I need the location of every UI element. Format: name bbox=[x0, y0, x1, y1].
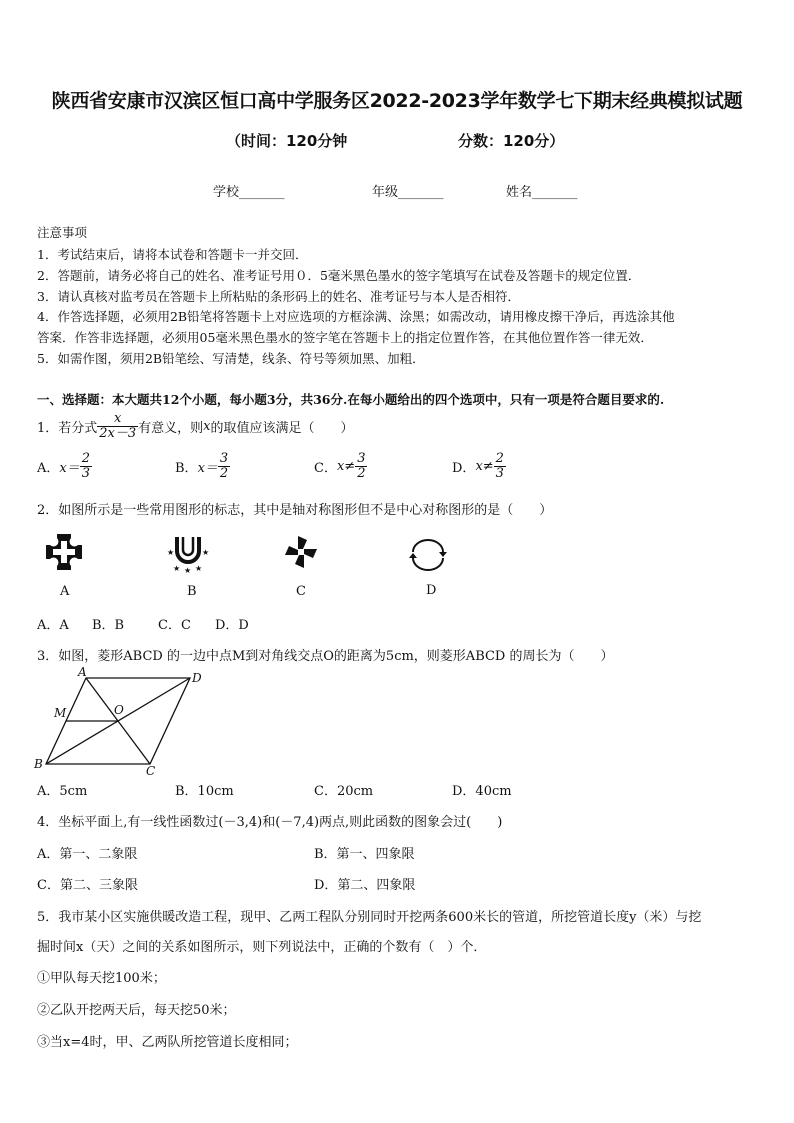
q1-option-d[interactable]: D． x≠ $\frac{2}{3}$ bbox=[452, 451, 504, 481]
q1-fraction: $\frac{x}{2x-3}$ bbox=[99, 411, 137, 441]
notice-item: 答案．作答非选择题，必须用05毫米黑色墨水的签字笔在答题卡上的指定位置作答，在其他位置作答一律无效． bbox=[37, 330, 653, 345]
notice-item: 3．请认真核对监考员在答题卡上所粘贴的条形码上的姓名、准考证号与本人是否相符． bbox=[37, 289, 520, 304]
q3-option-b[interactable]: B．10cm bbox=[175, 784, 234, 799]
name-field[interactable]: 姓名_______ bbox=[506, 185, 578, 200]
q5-statement-1: ①甲队每天挖100米； bbox=[37, 971, 166, 986]
school-field[interactable]: 学校_______ bbox=[213, 185, 285, 200]
q1-pre: 1．若分式 bbox=[37, 420, 98, 436]
logo-b-u-stars-icon bbox=[164, 533, 212, 575]
svg-text:★: ★ bbox=[184, 566, 192, 575]
question-5-line-2: 掘时间x（天）之间的关系如图所示，则下列说法中，正确的个数有（ ）个． bbox=[37, 940, 487, 955]
q2-option-b[interactable]: B．B bbox=[92, 618, 125, 633]
q4-option-a[interactable]: A．第一、二象限 bbox=[37, 847, 138, 862]
notice-item: 5．如需作图，须用2B铅笔绘、写清楚，线条、符号等须加黑、加粗． bbox=[37, 351, 425, 366]
q2-fig-label-a: A bbox=[60, 584, 70, 599]
q1-option-a[interactable]: A． x＝ $\frac{2}{3}$ bbox=[37, 451, 91, 481]
q1-post2: 的取值应该满足（ ） bbox=[210, 420, 354, 436]
svg-text:★: ★ bbox=[167, 548, 175, 557]
vertex-label-a: A bbox=[78, 665, 87, 679]
q1-var: x bbox=[203, 418, 211, 434]
q2-fig-label-c: C bbox=[296, 584, 306, 599]
q2-fig-label-d: D bbox=[426, 583, 437, 598]
question-1-stem bbox=[37, 412, 354, 440]
point-label-o: O bbox=[114, 703, 124, 717]
q5-statement-2: ②乙队开挖两天后，每天挖50米； bbox=[37, 1003, 236, 1018]
section-heading: 一、选择题：本大题共12个小题，每小题3分，共36分.在每小题给出的四个选项中，只有一项是符合题目要求的. bbox=[37, 392, 665, 407]
logo-a-cross-icon bbox=[45, 533, 83, 571]
svg-text:★: ★ bbox=[195, 564, 203, 573]
q3-option-a[interactable]: A．5cm bbox=[37, 784, 88, 799]
question-4-stem: 4．坐标平面上,有一线性函数过(－3,4)和(－7,4)两点,则此函数的图象会过( ) bbox=[37, 815, 503, 830]
svg-text:★: ★ bbox=[202, 548, 210, 557]
q4-option-b[interactable]: B．第一、四象限 bbox=[314, 847, 415, 862]
q1-option-b[interactable]: B． x＝ $\frac{3}{2}$ bbox=[175, 451, 229, 481]
question-2-stem: 2．如图所示是一些常用图形的标志，其中是轴对称图形但不是中心对称图形的是（ ） bbox=[37, 503, 553, 518]
q3-option-c[interactable]: C．20cm bbox=[314, 784, 374, 799]
svg-text:★: ★ bbox=[173, 564, 181, 573]
logo-c-pinwheel-icon bbox=[283, 533, 319, 571]
point-label-m: M bbox=[54, 706, 67, 720]
logo-d-cycle-arrows-icon bbox=[405, 538, 451, 572]
notice-heading: 注意事项 bbox=[37, 225, 88, 240]
q2-option-c[interactable]: C．C bbox=[158, 618, 191, 633]
q4-option-d[interactable]: D．第二、四象限 bbox=[314, 878, 416, 893]
q1-option-c[interactable]: C． x≠ $\frac{3}{2}$ bbox=[314, 451, 366, 481]
vertex-label-c: C bbox=[146, 764, 156, 776]
q2-option-d[interactable]: D．D bbox=[215, 618, 249, 633]
q2-option-a[interactable]: A．A bbox=[37, 618, 69, 633]
notice-item: 2．答题前，请务必将自己的姓名、准考证号用０．5毫米黑色墨水的签字笔填写在试卷及答题卡的规定位置． bbox=[37, 268, 641, 283]
vertex-label-d: D bbox=[192, 671, 202, 685]
question-3-stem: 3．如图，菱形ABCD 的一边中点M到对角线交点O的距离为5cm，则菱形ABCD 的周长为（ ） bbox=[37, 649, 614, 664]
q2-fig-label-b: B bbox=[187, 584, 197, 599]
grade-field[interactable]: 年级_______ bbox=[372, 185, 444, 200]
question-5-line-1: 5．我市某小区实施供暖改造工程，现甲、乙两工程队分别同时开挖两条600米长的管道，所挖管道长度y（米）与挖 bbox=[37, 910, 702, 925]
q3-option-d[interactable]: D．40cm bbox=[452, 784, 512, 799]
q4-option-c[interactable]: C．第二、三象限 bbox=[37, 878, 138, 893]
rhombus-figure bbox=[30, 664, 210, 776]
q1-post: 有意义，则 bbox=[138, 420, 204, 436]
notice-item: 4．作答选择题，必须用2B铅笔将答题卡上对应选项的方框涂满、涂黑；如需改动，请用橡皮擦干净后，再选涂其他 bbox=[37, 309, 675, 324]
vertex-label-b: B bbox=[34, 757, 43, 771]
time-label: （时间：120分钟 bbox=[226, 132, 348, 150]
notice-item: 1．考试结束后，请将本试卷和答题卡一并交回． bbox=[37, 247, 308, 262]
q5-statement-3: ③当x=4时，甲、乙两队所挖管道长度相同； bbox=[37, 1035, 298, 1050]
score-label: 分数：120分） bbox=[458, 132, 565, 150]
exam-title: 陕西省安康市汉滨区恒口高中学服务区2022-2023学年数学七下期末经典模拟试题 bbox=[51, 90, 743, 112]
